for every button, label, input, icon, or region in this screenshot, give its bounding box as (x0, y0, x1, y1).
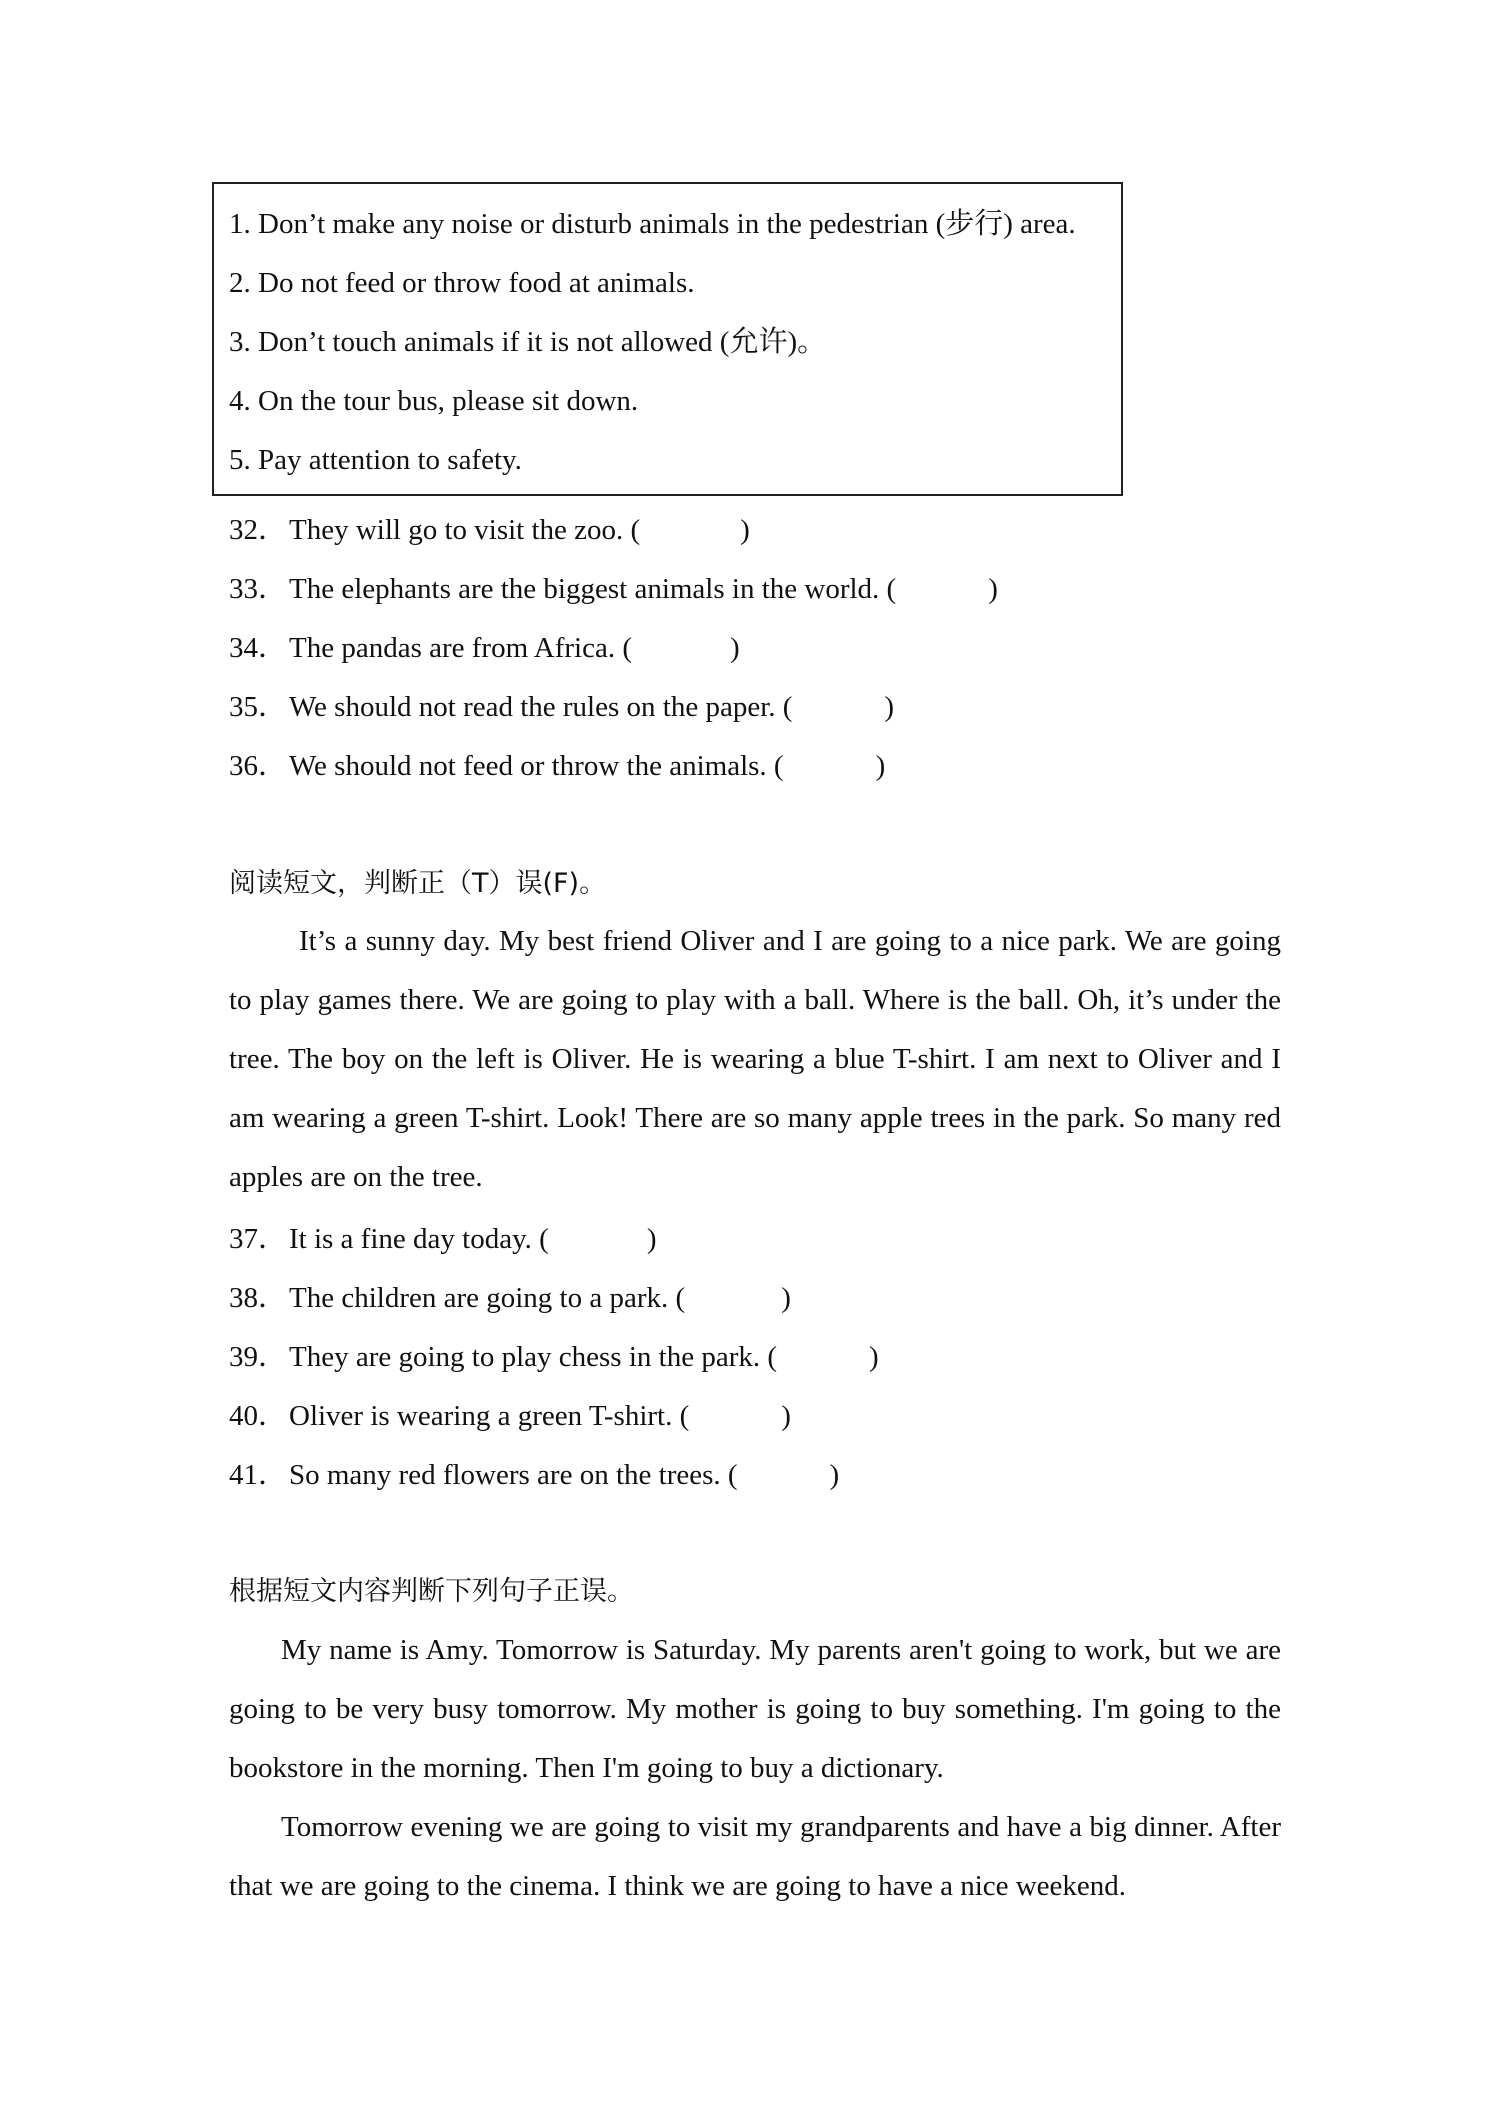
question-36 (229, 752, 885, 781)
question-32 (229, 516, 750, 545)
close-paren: ) (875, 750, 886, 782)
close-paren: ) (988, 573, 998, 605)
question-number: 33． (229, 573, 288, 605)
question-35 (229, 693, 894, 722)
question-text: They will go to visit the zoo. ( (289, 514, 641, 546)
question-37 (229, 1225, 657, 1254)
rules-box (212, 182, 1123, 496)
question-number: 35． (229, 691, 288, 723)
question-number: 32． (229, 514, 288, 546)
amy-paragraph-1: My name is Amy. Tomorrow is Saturday. My parents aren't going to work, but we are going to be very busy tomorrow. My mother is going to buy something. I'm going to the bookstore in the morning. Then I'm going to buy a dictionary. (229, 1634, 1281, 1784)
question-text: We should not read the rules on the paper. ( (289, 691, 793, 723)
amy-paragraph-2: Tomorrow evening we are going to visit my grandparents and have a big dinner. After that we are going to the cinema. I think we are going to have a nice weekend. (229, 1811, 1281, 1902)
question-text: The pandas are from Africa. ( (289, 632, 633, 664)
question-text: The elephants are the biggest animals in the world. ( (289, 573, 897, 605)
close-paren: ) (781, 1400, 791, 1432)
rule-item: 3. Don’t touch animals if it is not allowed (允许)。 (229, 326, 827, 358)
section-heading-judge: 根据短文内容判断下列句子正误。 (229, 1576, 634, 1607)
question-number: 40． (229, 1400, 288, 1432)
question-39 (229, 1343, 879, 1372)
close-paren: ) (730, 632, 740, 664)
rule-item: 1. Don’t make any noise or disturb animals in the pedestrian (步行) area. (229, 208, 1076, 240)
question-text: It is a fine day today. ( (289, 1223, 549, 1255)
question-34 (229, 634, 740, 663)
close-paren: ) (646, 1223, 657, 1255)
question-text: The children are going to a park. ( (289, 1282, 686, 1314)
question-number: 39． (229, 1341, 288, 1373)
question-number: 41． (229, 1459, 288, 1491)
question-text: We should not feed or throw the animals. ( (289, 750, 784, 782)
rule-item: 4. On the tour bus, please sit down. (229, 385, 639, 417)
question-text: So many red flowers are on the trees. ( (289, 1459, 738, 1491)
question-number: 34． (229, 632, 288, 664)
question-text: They are going to play chess in the park. ( (289, 1341, 778, 1373)
question-number: 37． (229, 1223, 288, 1255)
rule-item: 5. Pay attention to safety. (229, 444, 522, 476)
close-paren: ) (740, 514, 750, 546)
question-number: 36． (229, 750, 288, 782)
rule-item: 2. Do not feed or throw food at animals. (229, 267, 695, 299)
section-heading-reading: 阅读短文，判断正（T）误(F)。 (229, 868, 607, 899)
close-paren: ) (829, 1459, 840, 1491)
question-41 (229, 1461, 839, 1490)
question-number: 38． (229, 1282, 288, 1314)
close-paren: ) (884, 691, 895, 723)
close-paren: ) (781, 1282, 791, 1314)
question-33 (229, 575, 998, 604)
question-38 (229, 1284, 791, 1313)
question-text: Oliver is wearing a green T-shirt. ( (289, 1400, 690, 1432)
question-40 (229, 1402, 791, 1431)
reading-passage: It’s a sunny day. My best friend Oliver and I are going to a nice park. We are going to play games there. We are going to play with a ball. Where is the ball. Oh, it’s under the tree. The boy on the left is Oliver. He is wearing a blue T-shirt. I am next to Oliver and I am wearing a green T-shirt. Look! There are so many apple trees in the park. So many red apples are on the tree. (229, 925, 1281, 1193)
close-paren: ) (869, 1341, 879, 1373)
